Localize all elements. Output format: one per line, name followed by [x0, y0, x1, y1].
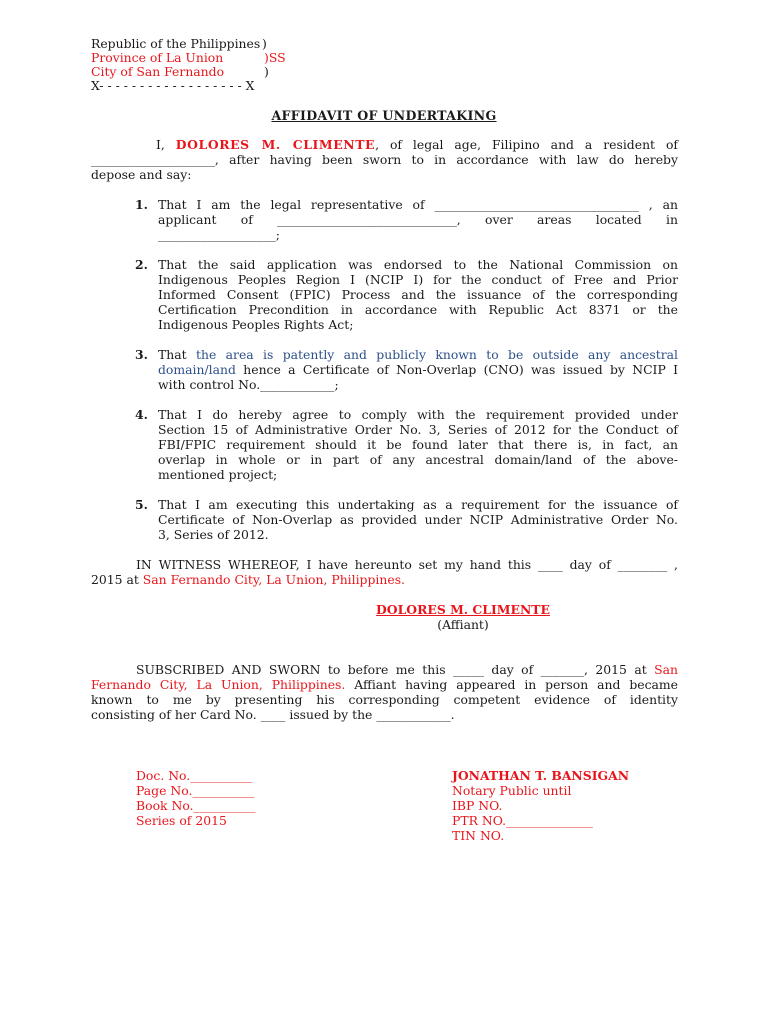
witness-text: 2015 at	[91, 572, 139, 587]
jurat-paragraph	[91, 662, 678, 722]
witness-line-2	[91, 572, 678, 587]
affiant-name: DOLORES M. CLIMENTE	[175, 137, 376, 152]
item-line: Indigenous Peoples Region I (NCIP I) for the conduct of Free and Prior	[158, 272, 678, 287]
notary-commission: Notary Public until	[452, 783, 572, 798]
witness-line-1: IN WITNESS WHEREOF, I have hereunto set my hand this ____ day of ________ ,	[136, 557, 678, 572]
intro-suffix: , of legal age, Filipino and a resident of	[375, 137, 679, 152]
item-line: ___________________;	[158, 227, 280, 242]
item-line: FBI/FPIC requirement should it be found later that there is, in fact, an	[158, 437, 678, 452]
item-highlight: the area is patently and publicly known to be outside any ancestral	[196, 347, 678, 362]
item-line: Informed Consent (FPIC) Process and the issuance of the corresponding	[158, 287, 678, 302]
list-item-3	[158, 347, 678, 392]
item-number: 2.	[135, 257, 148, 272]
jurat-line-1	[91, 662, 678, 677]
item-number: 1.	[135, 197, 148, 212]
item-line: overlap in whole or in part of any ancestral domain/land of the above-	[158, 452, 678, 467]
item-number: 3.	[135, 347, 148, 362]
intro-line-3: depose and say:	[91, 167, 192, 182]
list-item-4	[158, 407, 678, 482]
notary-ptr: PTR NO.______________	[452, 813, 593, 828]
item-line: Section 15 of Administrative Order No. 3, Series of 2012 for the Conduct of	[158, 422, 678, 437]
jurat-text: SUBSCRIBED AND SWORN to before me this _____ day of _______, 2015 at	[136, 662, 647, 677]
list-item-5	[158, 497, 678, 542]
jurat-line-2	[91, 677, 678, 692]
item-line	[158, 362, 678, 377]
caption-ss: )SS	[264, 50, 286, 65]
witness-place: San Fernando City, La Union, Philippines.	[142, 572, 405, 587]
document-title: AFFIDAVIT OF UNDERTAKING	[271, 108, 497, 123]
notary-block	[452, 768, 629, 843]
item-number: 4.	[135, 407, 148, 422]
caption-city: City of San Fernando	[91, 64, 225, 79]
item-line: with control No.____________;	[158, 377, 339, 392]
item-line: That the said application was endorsed to the National Commission on	[158, 257, 678, 272]
intro-line-1	[91, 137, 678, 152]
item-line: Certification Precondition in accordance with Republic Act 8371 or the	[158, 302, 678, 317]
item-highlight: domain/land	[158, 362, 236, 377]
item-line	[158, 347, 678, 362]
caption-province: Province of La Union	[91, 50, 224, 65]
page-no: Page No.__________	[136, 783, 255, 798]
jurat-line-3: known to me by presenting his corresponding competent evidence of identity	[91, 692, 678, 707]
item-line: Indigenous Peoples Rights Act;	[158, 317, 354, 332]
caption-paren: )	[262, 36, 267, 51]
intro-line-2: ____________________, after having been sworn to in accordance with law do hereby	[91, 152, 678, 167]
item-line: applicant of _____________________________, over areas located in	[158, 212, 678, 227]
item-line: That I am the legal representative of _________________________________ , an	[158, 197, 678, 212]
item-line: Certificate of Non-Overlap as provided under NCIP Administrative Order No.	[158, 512, 678, 527]
caption-separator: X- - - - - - - - - - - - - - - - - - X	[91, 78, 255, 93]
intro-prefix: I,	[156, 137, 165, 152]
item-line: mentioned project;	[158, 467, 278, 482]
notary-ibp: IBP NO.	[452, 798, 503, 813]
item-line: That I am executing this undertaking as a requirement for the issuance of	[158, 497, 678, 512]
list-item-1	[158, 197, 678, 242]
caption-paren: )	[264, 64, 269, 79]
caption-republic: Republic of the Philippines	[91, 36, 261, 51]
book-no: Book No.__________	[136, 798, 256, 813]
jurat-place: San	[654, 662, 678, 677]
jurat-text: Affiant having appeared in person and became	[354, 677, 678, 692]
notary-tin: TIN NO.	[452, 828, 505, 843]
item-text: hence a Certificate of Non-Overlap (CNO) was issued by NCIP I	[243, 362, 678, 377]
item-text: That	[158, 347, 187, 362]
item-number: 5.	[135, 497, 148, 512]
jurat-line-4: consisting of her Card No. ____ issued by the ____________.	[91, 707, 455, 722]
affiant-signature-name: DOLORES M. CLIMENTE	[376, 602, 550, 617]
affiant-role: (Affiant)	[437, 617, 489, 632]
item-line: That I do hereby agree to comply with the requirement provided under	[158, 407, 678, 422]
notary-name: JONATHAN T. BANSIGAN	[452, 768, 630, 783]
jurat-place: Fernando City, La Union, Philippines.	[91, 677, 346, 692]
witness-paragraph	[91, 557, 678, 587]
series: Series of 2015	[136, 813, 227, 828]
doc-no: Doc. No.__________	[136, 768, 253, 783]
intro-paragraph	[91, 137, 678, 182]
list-item-2	[158, 257, 678, 332]
item-line: 3, Series of 2012.	[158, 527, 269, 542]
doc-info-block	[136, 768, 255, 828]
